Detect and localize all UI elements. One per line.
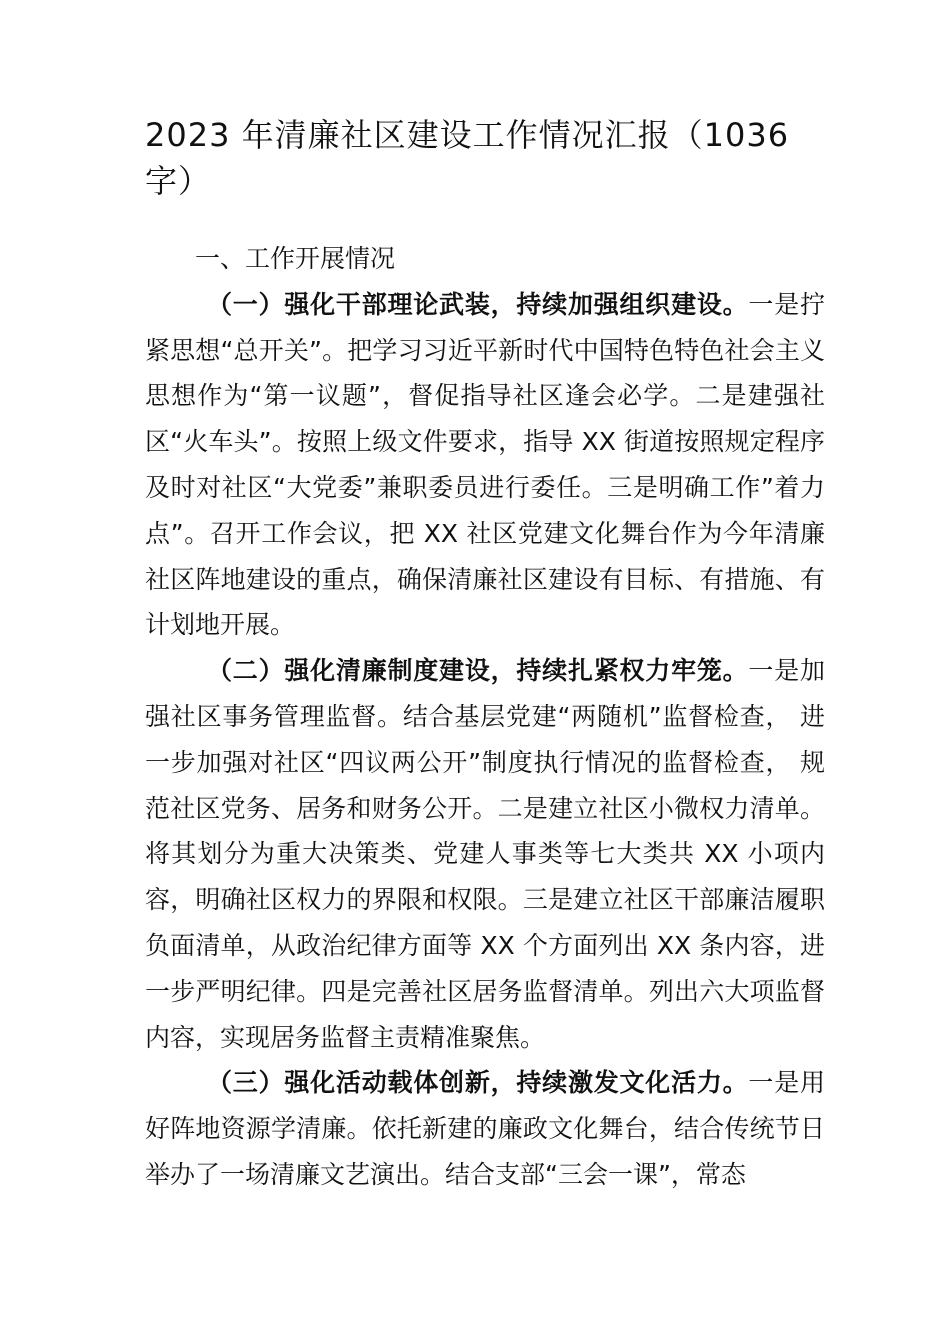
paragraph-2-body: 一是加强社区事务管理监督。结合基层党建“两随机”监督检查， 进一步加强对社区“四议两公开”制度执行情况的监督检查， 规范社区党务、居务和财务公开。二是建立社区小微权力清单。将其划分为重大决策类、党建人事类等七大类共 XX 小项内容，明确社区权力的界限和权限。三是建立社区干部廉洁履职负面清单，从政治纪律方面等 XX 个方面列出 XX 条内容，进一步严明纪律。四是完善社区居务监督清单。列出六大项监督内容，实现居务监督主责精准聚焦。: [145, 656, 825, 1052]
paragraph-2-lead: （二）强化清廉制度建设，持续扎紧权力牢笼。: [207, 656, 749, 686]
paragraph-3-lead: （三）强化活动载体创新，持续激发文化活力。: [207, 1068, 749, 1098]
section-heading: 一、工作开展情况: [195, 244, 396, 273]
document-body: [145, 236, 825, 1198]
paragraph-1-body: 一是拧紧思想“总开关”。把学习习近平新时代中国特色特色社会主义思想作为“第一议题”，督促指导社区逢会必学。二是建强社区“火车头”。按照上级文件要求，指导 XX 街道按照规定程序及时对社区“大党委”兼职委员进行委任。三是明确工作”着力点”。召开工作会议，把 XX 社区党建文化舞台作为今年清廉社区阵地建设的重点，确保清廉社区建设有目标、有措施、有计划地开展。: [145, 289, 825, 640]
paragraph-2: [145, 648, 825, 1060]
document-title: 2023 年清廉社区建设工作情况汇报（1036字）: [145, 116, 790, 200]
paragraph-3-body: 一是用好阵地资源学清廉。依托新建的廉政文化舞台，结合传统节日举办了一场清廉文艺演出。结合支部“三会一课”，常态: [145, 1068, 825, 1189]
paragraph-1: [145, 282, 825, 648]
paragraph-1-lead: （一）强化干部理论武装，持续加强组织建设。: [207, 289, 749, 319]
paragraph-3: [145, 1060, 825, 1197]
